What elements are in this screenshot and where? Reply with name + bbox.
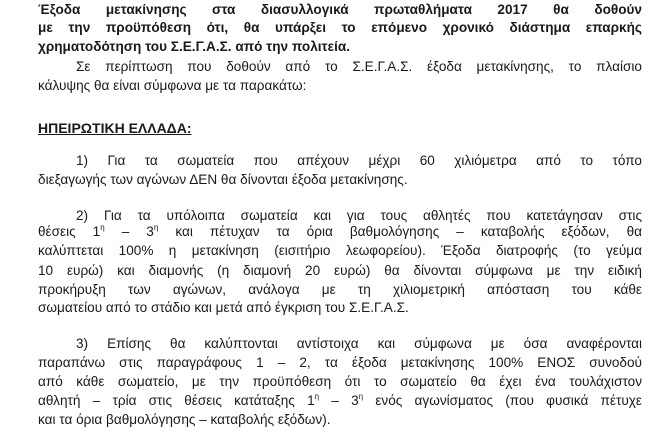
item-3-line-4-text-a: αθλητή – τρία στις θέσεις κατάταξης 1 [38,393,315,408]
intro-line-1: Σε περίπτωση που δοθούν από το Σ.Ε.Γ.Α.Σ. έξοδα μετακίνησης, το πλαίσιο [76,59,642,74]
item-3-line-4-text-c: ενός αγωνίσματος (που φυσικά πέτυχε [363,393,642,408]
item-2-line-4: 10 ευρώ) και διαμονής (η διαμονή 20 ευρώ) θα δίνονται σύμφωνα με την ειδική [38,263,642,278]
section-heading: ΗΠΕΙΡΩΤΙΚΗ ΕΛΛΑΔΑ: [38,120,192,136]
item-2-line-2-text-a: θέσεις 1 [38,224,101,239]
intro-bold-line-2: με την προϋπόθεση ότι, θα υπάρξει το επόμενο χρονικό διάστημα επαρκής [38,20,642,35]
item-2-line-3: καλύπτεται 100% η μετακίνηση (εισιτήριο λεωφορείου). Έξοδα διατροφής (το γεύμα [38,243,642,258]
intro-line-2: κάλυψης θα είναι σύμφωνα με τα παρακάτω: [38,78,307,93]
item-3-line-4 [38,392,642,409]
item-2-line-2-text-b: – 3 [104,224,154,239]
item-3-line-1: 3) Επίσης θα καλύπτονται αντίστοιχα και σύμφωνα με όσα αναφέρονται [76,336,642,351]
intro-bold-line-1: Έξοδα μετακίνησης στα διασυλλογικά πρωταθλήματα 2017 θα δοθούν [38,2,642,17]
intro-bold-line-3: χρηματοδότηση του Σ.Ε.Γ.Α.Σ. από την πολιτεία. [38,39,350,54]
superscript: η [358,392,364,401]
superscript: η [314,392,320,401]
item-2-line-2 [38,223,642,240]
item-1-line-2: διεξαγωγής των αγώνων ΔΕΝ θα δίνονται έξοδα μετακίνησης. [38,172,408,187]
superscript: η [100,223,105,232]
item-3-line-5: και τα όρια βαθμολόγησης – καταβολής εξόδων). [38,412,331,427]
item-2-line-2-text-c: και πέτυχαν τα όρια βαθμολόγησης – καταβολής εξόδων, θα [158,224,642,239]
item-1-line-1: 1) Για τα σωματεία που απέχουν μέχρι 60 χιλιόμετρα από το τόπο [76,153,642,168]
item-3-line-4-text-b: – 3 [319,393,359,408]
item-3-line-3: από κάθε σωματείο, με την προϋπόθεση ότι το σωματείο θα έχει ένα τουλάχιστον [38,374,642,389]
item-2-line-1: 2) Για τα υπόλοιπα σωματεία και για τους αθλητές που κατετάγησαν στις [76,208,642,223]
item-2-line-5: προκήρυξη των αγώνων, ανάλογα με τη χιλιομετρική απόσταση του κάθε [38,282,642,297]
item-3-line-2: παραπάνω στις παραγράφους 1 – 2, τα έξοδα μετακίνησης 100% ΕΝΟΣ συνοδού [38,355,642,370]
item-2-line-6: σωματείου από το στάδιο και μετά από έγκριση του Σ.Ε.Γ.Α.Σ. [38,300,409,315]
superscript: η [153,223,159,232]
